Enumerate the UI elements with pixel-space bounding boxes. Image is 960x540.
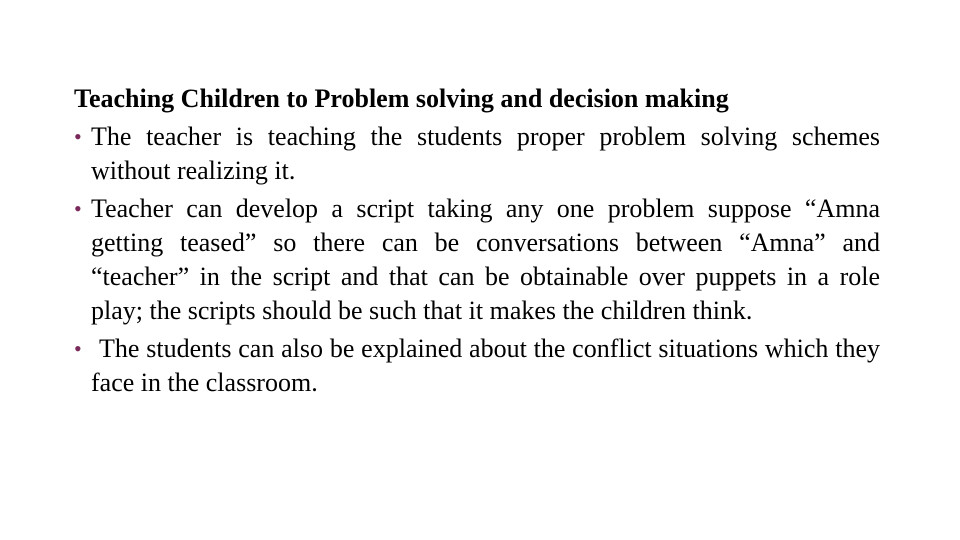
bullet-item: [74, 332, 880, 400]
bullet-icon: •: [74, 124, 82, 149]
bullet-text: The students can also be explained about the conflict situations which they face in the classroom.: [91, 334, 880, 397]
slide-content: [74, 82, 880, 400]
bullet-item: [74, 120, 880, 188]
bullet-text: The teacher is teaching the students proper problem solving schemes without realizing it.: [91, 122, 880, 185]
bullet-item: [74, 192, 880, 328]
bullet-icon: •: [74, 196, 82, 221]
bullet-text: Teacher can develop a script taking any one problem suppose “Amna getting teased” so there can be conversations between “Amna” and “teacher” in the script and that can be obtainable over puppets in a role play; the scripts should be such that it makes the children think.: [91, 194, 880, 325]
bullet-list: [74, 120, 880, 400]
bullet-icon: •: [74, 336, 82, 361]
slide-title: Teaching Children to Problem solving and decision making: [74, 84, 729, 113]
